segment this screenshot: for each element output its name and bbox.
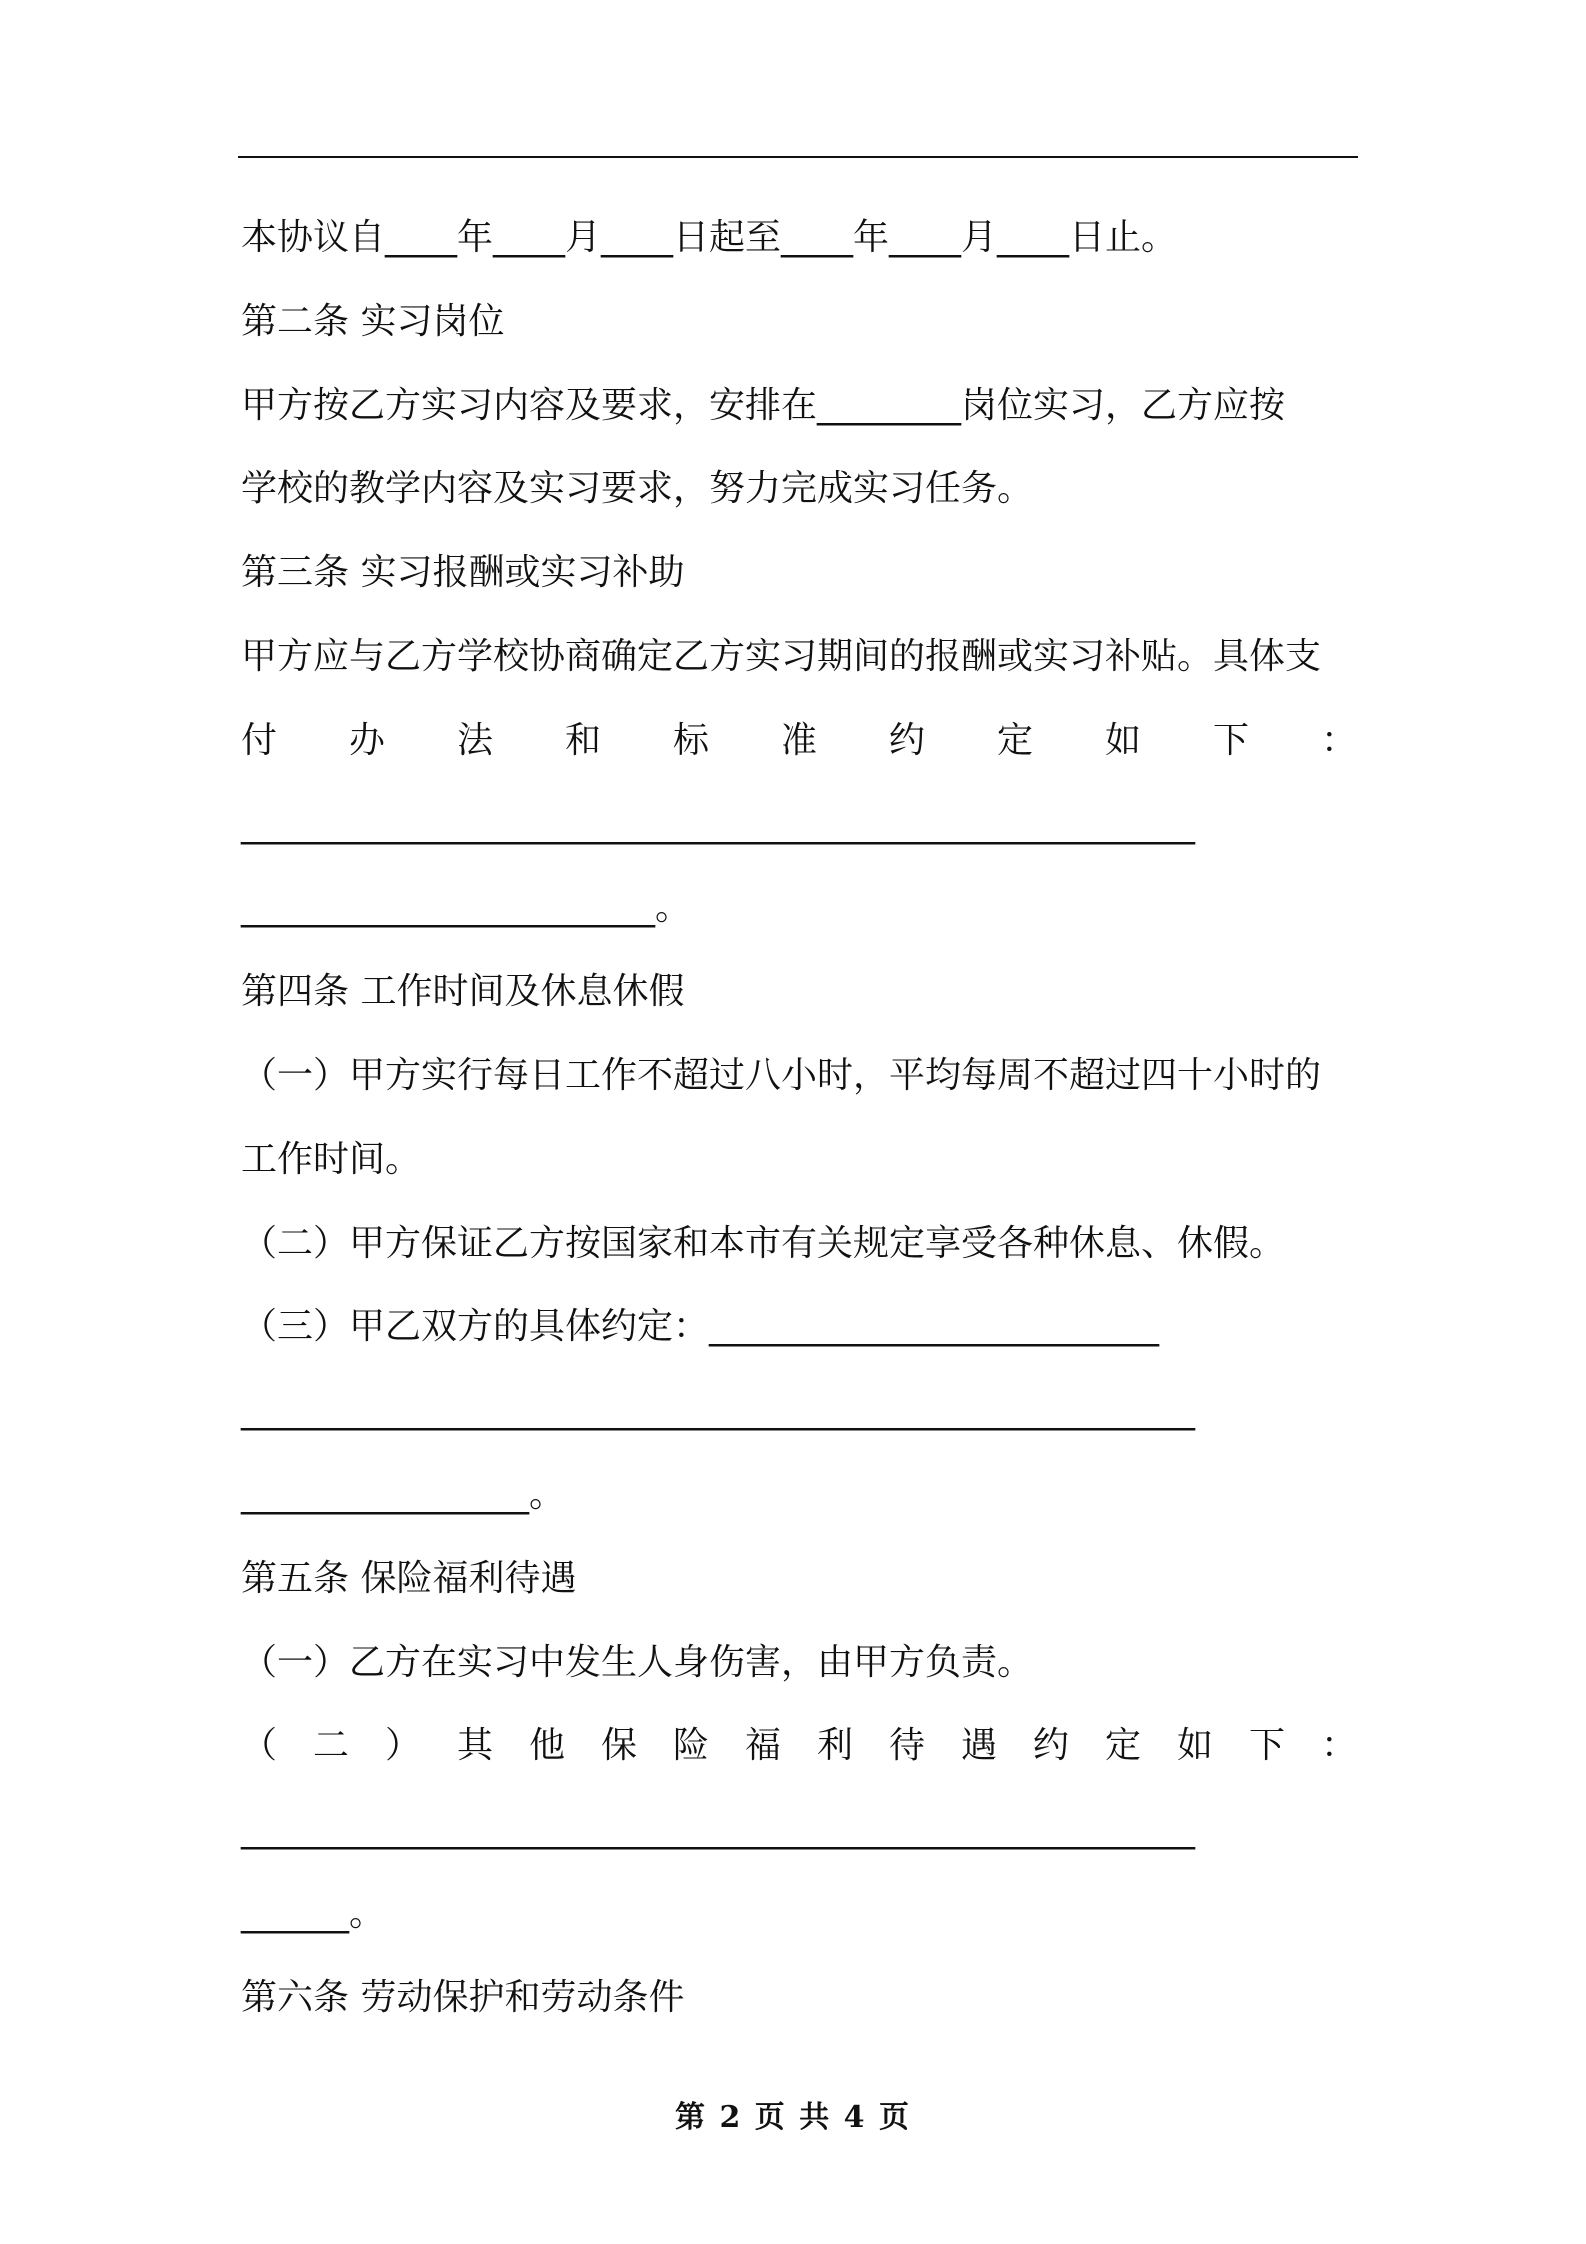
header-rule (238, 156, 1358, 158)
article-2-text-line-2: 学校的教学内容及实习要求，努力完成实习任务。 (241, 468, 1034, 510)
article-2-text-line-1: 甲方按乙方实习内容及要求，安排在________岗位实习，乙方应按 (241, 384, 1286, 426)
article-4-heading: 第四条 工作时间及休息休假 (241, 971, 685, 1013)
article-6-heading: 第六条 劳动保护和劳动条件 (241, 1976, 685, 2018)
article-4-item-2: （二）甲方保证乙方按国家和本市有关规定享受各种休息、休假。 (241, 1222, 1286, 1264)
article-3-blank-line-2: _______________________。 (241, 887, 691, 929)
article-3-text-line-2: 付 办 法 和 标 准 约 定 如 下 ： (241, 719, 1357, 761)
article-4-item-1-line-1: （一）甲方实行每日工作不超过八小时，平均每周不超过四十小时的 (241, 1054, 1322, 1096)
document-body (241, 196, 1357, 2040)
article-5-item-2: （ 二 ） 其 他 保 险 福 利 待 遇 约 定 如 下 ： (241, 1725, 1357, 1767)
article-4-item-1-line-2: 工作时间。 (241, 1138, 422, 1180)
article-4-blank-line-1: _____________________________________________________ (241, 1390, 1195, 1432)
article-3-text-line-1: 甲方应与乙方学校协商确定乙方实习期间的报酬或实习补贴。具体支 (241, 635, 1322, 677)
article-2-heading: 第二条 实习岗位 (241, 300, 505, 342)
term-period-line: 本协议自____年____月____日起至____年____月____日止。 (241, 217, 1178, 258)
article-5-blank-line-2: ______。 (241, 1892, 386, 1934)
article-4-item-3: （三）甲乙双方的具体约定：_________________________ (241, 1306, 1160, 1348)
article-3-blank-line-1: _____________________________________________________ (241, 803, 1195, 845)
article-5-item-1: （一）乙方在实习中发生人身伤害，由甲方负责。 (241, 1641, 1034, 1683)
article-3-heading: 第三条 实习报酬或实习补助 (241, 552, 685, 594)
article-4-blank-line-2: ________________。 (241, 1473, 565, 1515)
page-number: 第 2 页 共 4 页 (675, 2100, 911, 2135)
article-5-blank-line-1: _____________________________________________________ (241, 1809, 1195, 1851)
article-5-heading: 第五条 保险福利待遇 (241, 1557, 577, 1599)
